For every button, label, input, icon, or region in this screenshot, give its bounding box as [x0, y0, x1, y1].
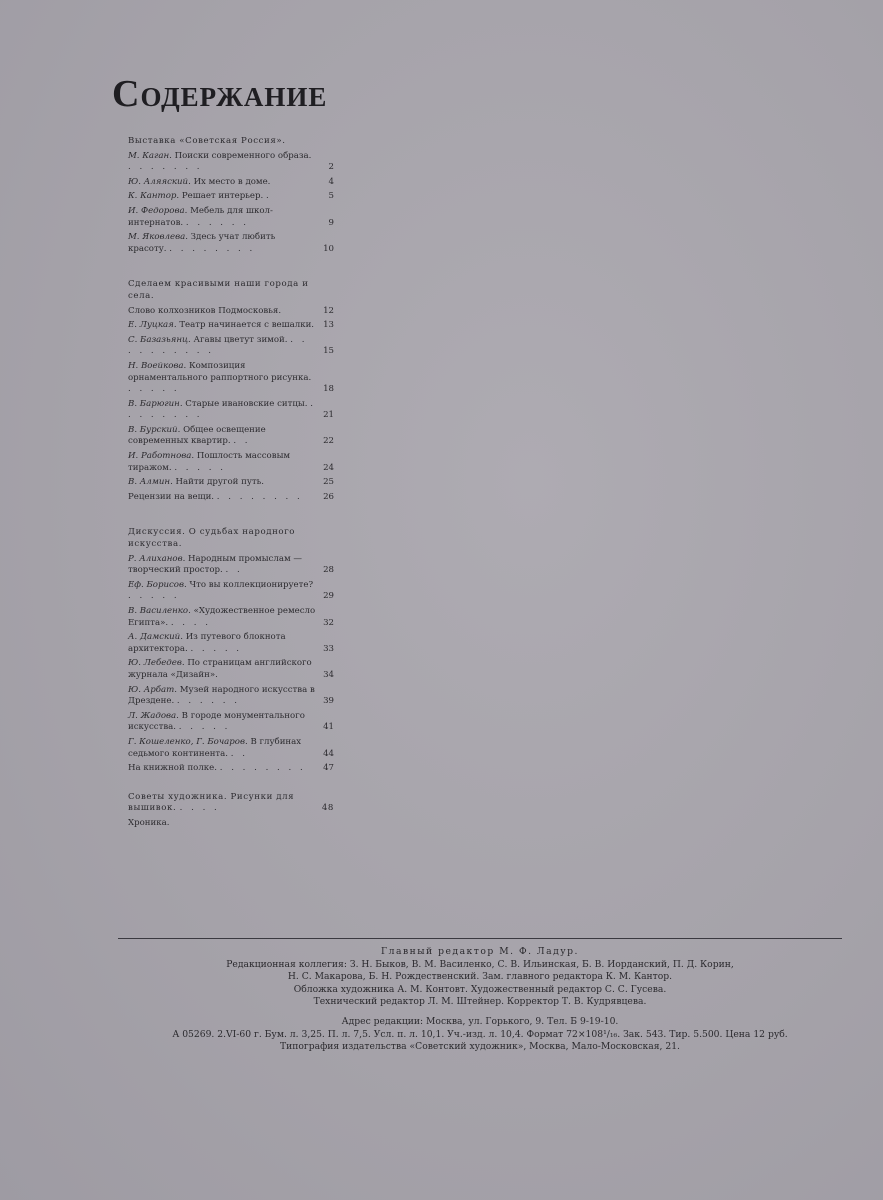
entry-title: В городе монументального искусства. — [128, 710, 305, 733]
entry-author: Е. Луцкая. — [128, 320, 177, 331]
entry-title: Театр начинается с вешалки. — [179, 320, 315, 331]
tech-line: Технический редактор Л. М. Штейнер. Корректор Т. В. Кудрявцева. — [313, 996, 647, 1008]
toc-entry: Г. Кошеленко, Г. Бочаров. В глубинах седьмого континента. . . 44 — [128, 736, 334, 759]
entry-title: Найти другой путь. — [175, 477, 265, 488]
entry-author: В. Бурский. — [128, 424, 181, 435]
toc-section-1 — [128, 136, 336, 255]
entry-page: 18 — [323, 384, 334, 395]
toc-entry: Советы художника. Рисунки для вышивок. . . . . 48 — [128, 791, 334, 814]
board-line-2: Н. С. Макарова, Б. Н. Рождественский. Зам. главного редактора К. М. Кантор. — [287, 971, 673, 983]
entry-author: В. Алмин. — [128, 477, 173, 488]
entry-title: Общее освещение современных квартир. — [128, 424, 266, 447]
entry-author: К. Кантор. — [128, 191, 180, 202]
toc-entry: В. Василенко. «Художественное ремесло Египта». . . . . 32 — [128, 606, 334, 628]
entry-title: Здесь учат любить красоту. — [128, 232, 276, 254]
section-heading: Дискуссия. О судьбах народного искусства. — [128, 527, 296, 550]
toc-entry: С. Базазьянц. Агавы цветут зимой. . . . . . . . . . . 15 — [128, 334, 334, 357]
entry-author: Ю. Аляяский. — [128, 176, 191, 187]
entry-page: 25 — [323, 477, 334, 488]
toc-entry: Л. Жадова. В городе монументального искусства. . . . . . 41 — [128, 710, 334, 733]
entry-author: В. Василенко. — [128, 606, 191, 616]
entry-page: 13 — [323, 320, 334, 331]
print-line-2: Типография издательства «Советский художник», Москва, Мало-Московская, 21. — [280, 1041, 680, 1053]
address-line: Адрес редакции: Москва, ул. Горького, 9. Тел. Б 9-19-10. — [341, 1015, 619, 1027]
entry-title: Что вы коллекционируете? — [189, 579, 314, 590]
entry-page: 41 — [323, 722, 334, 733]
section-heading: Сделаем красивыми наши города и села. — [128, 279, 309, 301]
entry-page: 4 — [328, 176, 334, 187]
toc-entry: Р. Алиханов. Народным промыслам — творческий простор. . . 28 — [128, 553, 334, 576]
entry-page: 5 — [328, 191, 334, 202]
entry-page: 15 — [323, 346, 334, 357]
entry-author: М. Каган. — [128, 150, 172, 161]
toc-entry — [128, 658, 336, 681]
toc-entry — [128, 477, 336, 489]
print-line-1: А 05269. 2.VI-60 г. Бум. л. 3,25. П. л. 7,5. Усл. п. л. 10,1. Уч.-изд. л. 10,4. Формат 72×108¹/₁₆. Зак. 543. Тир. 5.500. Цена 12 руб. — [172, 1028, 788, 1040]
entry-title: «Художественное ремесло Египта». — [128, 606, 316, 628]
entry-title: Из путевого блокнота архитектора. — [128, 632, 286, 654]
toc-entry: И. Федорова. Мебель для школ-интернатов. . . . . . . 9 — [128, 205, 334, 228]
toc-section-4 — [128, 792, 336, 830]
toc-entry: Н. Воейкова. Композиция орнаментального раппортного рисунка. . . . . . 18 — [128, 360, 334, 395]
toc-entry: К. Кантор. Решает интерьер. . 5 — [128, 191, 334, 202]
entry-title: Музей народного искусства в Дрездене. — [128, 684, 315, 707]
entry-page: 47 — [323, 763, 334, 774]
entry-title: Народным промыслам — творческий простор. — [128, 553, 302, 576]
entry-page: 39 — [323, 696, 334, 707]
toc-entry — [128, 306, 336, 318]
entry-author: М. Яковлева. — [128, 232, 188, 243]
toc-entry: М. Яковлева. Здесь учат любить красоту. . . . . . . . . 10 — [128, 232, 334, 254]
entry-author: Ю. Арбат. — [128, 684, 177, 695]
toc-entry: А. Дамский. Из путевого блокнота архитектора. . . . . . 33 — [128, 632, 334, 654]
entry-author: И. Федорова. — [128, 205, 188, 216]
entry-author: С. Базазьянц. — [128, 334, 191, 345]
entry-author: Л. Жадова. — [128, 710, 179, 721]
entry-title: Их место в доме. — [193, 176, 271, 187]
entry-title: Слово колхозников Подмосковья. — [128, 305, 282, 316]
entry-title: Агавы цветут зимой. — [193, 334, 288, 345]
toc-entry: В. Барюгин. Старые ивановские ситцы. . . . . . . . . 21 — [128, 398, 334, 421]
entry-page: 33 — [323, 643, 334, 654]
entry-author: Г. Кошеленко, Г. Бочаров. — [128, 736, 248, 747]
entry-page: 26 — [323, 491, 334, 502]
toc-entry: М. Каган. Поиски современного образа. . . . . . . . 2 — [128, 150, 334, 173]
entry-title: По страницам английского журнала «Дизайн». — [128, 658, 312, 680]
toc-entry: На книжной полке. . . . . . . . . 47 — [128, 763, 334, 774]
imprint — [118, 946, 842, 1054]
entry-page: 22 — [323, 436, 334, 447]
divider-rule — [118, 938, 842, 939]
entry-title: Решает интерьер. — [181, 191, 264, 202]
toc-entry: Рецензии на вещи. . . . . . . . . 26 — [128, 491, 334, 502]
editor-line: Главный редактор М. Ф. Ладур. — [381, 946, 579, 957]
entry-author: Р. Алиханов. — [128, 553, 186, 564]
entry-page: 10 — [323, 243, 334, 254]
entry-author: И. Работнова. — [128, 451, 195, 462]
entry-title: В глубинах седьмого континента. — [128, 736, 302, 759]
board-line-1: Редакционная коллегия: З. Н. Быков, В. М. Василенко, С. В. Ильинская, Б. В. Иорданский, П. Д. Корин, — [226, 958, 734, 970]
entry-page: 32 — [323, 617, 334, 628]
entry-author: А. Дамский. — [128, 632, 183, 643]
entry-author: Еф. Борисов. — [128, 579, 187, 590]
entry-page: 34 — [323, 669, 334, 680]
toc-entry — [128, 320, 336, 332]
entry-author: Н. Воейкова. — [128, 360, 187, 371]
entry-page: 12 — [323, 305, 334, 316]
entry-title: Мебель для школ-интернатов. — [128, 205, 273, 228]
entry-title: Композиция орнаментального раппортного рисунка. — [128, 360, 312, 383]
entry-page: 9 — [328, 217, 334, 228]
entry-title: Пошлость массовым тиражом. — [128, 451, 291, 473]
entry-page: 29 — [323, 591, 334, 602]
toc-entry: Ю. Арбат. Музей народного искусства в Дрездене. . . . . . . 39 — [128, 684, 334, 707]
toc-section-3 — [128, 527, 336, 774]
entry-author: В. Барюгин. — [128, 398, 183, 409]
entry-page: 44 — [323, 748, 334, 759]
table-of-contents — [128, 136, 336, 840]
entry-page: 48 — [321, 803, 334, 814]
entry-page: 21 — [323, 410, 334, 421]
toc-entry — [128, 177, 336, 189]
entry-page: 24 — [323, 462, 334, 473]
section-heading: Выставка «Советская Россия». — [128, 136, 286, 146]
entry-title: Поиски современного образа. — [174, 150, 312, 161]
toc-entry: И. Работнова. Пошлость массовым тиражом. . . . . . 24 — [128, 451, 334, 473]
entry-page: 2 — [328, 162, 334, 173]
toc-entry — [128, 818, 336, 830]
entry-title: Хроника. — [128, 817, 170, 828]
entry-title: Старые ивановские ситцы. — [185, 398, 308, 409]
toc-entry: Еф. Борисов. Что вы коллекционируете? . . . . . 29 — [128, 579, 334, 602]
entry-title: На книжной полке. — [128, 763, 217, 774]
toc-entry: В. Бурский. Общее освещение современных квартир. . . 22 — [128, 424, 334, 447]
page-title: Содержание — [112, 73, 328, 115]
entry-title: Рецензии на вещи. — [128, 491, 215, 502]
entry-title: Советы художника. Рисунки для вышивок. — [128, 791, 295, 814]
toc-section-2 — [128, 279, 336, 503]
entry-page: 28 — [323, 565, 334, 576]
cover-line: Обложка художника А. М. Контовт. Художественный редактор С. С. Гусева. — [293, 983, 667, 995]
entry-author: Ю. Лебедев. — [128, 658, 185, 669]
